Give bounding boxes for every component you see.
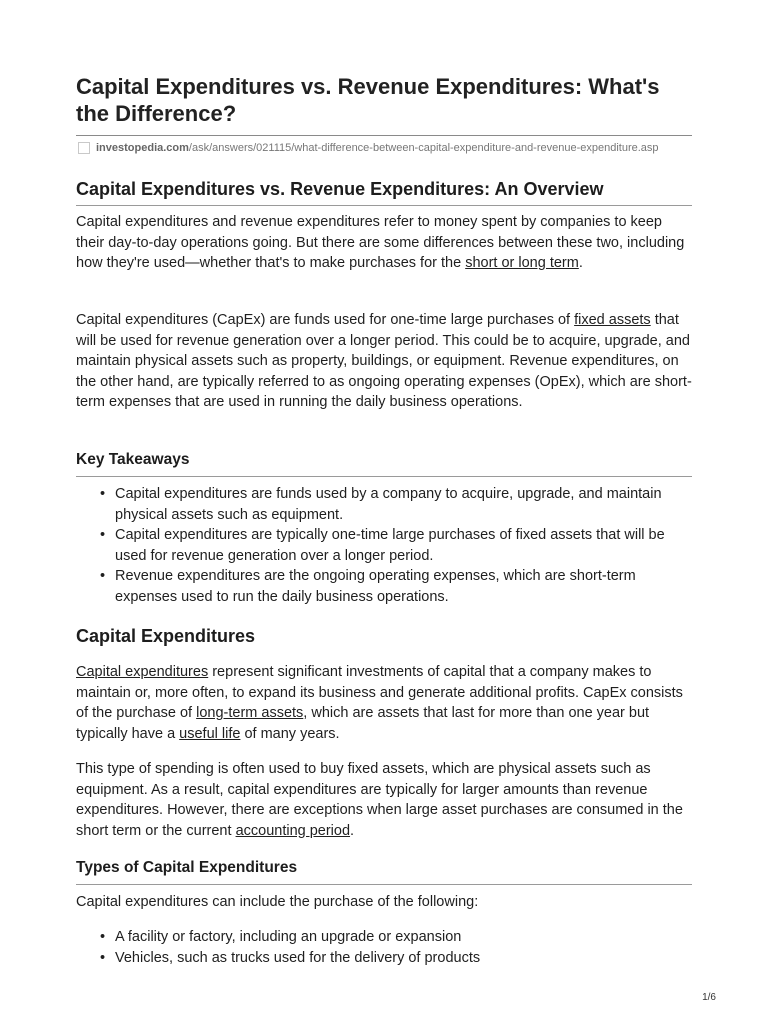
types-intro: Capital expenditures can include the purchase of the following: bbox=[76, 894, 479, 910]
capital-expenditures-link[interactable]: Capital expenditures bbox=[76, 664, 209, 680]
list-item bbox=[76, 484, 692, 525]
accounting-period-link[interactable]: accounting period bbox=[235, 822, 351, 839]
fixed-assets-link[interactable]: fixed assets bbox=[574, 312, 651, 328]
useful-life-link[interactable]: useful life bbox=[179, 725, 241, 742]
capex-paragraph-2 bbox=[76, 759, 692, 841]
bullet-icon: • bbox=[100, 929, 106, 945]
types-of-capex-heading: Types of Capital Expenditures bbox=[76, 858, 692, 885]
source-url bbox=[76, 135, 692, 160]
page-title: Capital Expenditures vs. Revenue Expenditures: What's the Difference? bbox=[76, 74, 660, 126]
long-term-assets-link[interactable]: long-term assets bbox=[196, 705, 304, 721]
short-or-long-term-link[interactable]: short or long term bbox=[465, 255, 579, 271]
page-number: 1/6 bbox=[702, 992, 716, 1003]
source-path: /ask/answers/021115/what-difference-between-capital-expenditure-and-revenue-expenditure.asp bbox=[188, 142, 659, 154]
favicon-icon bbox=[78, 142, 90, 154]
capex-paragraph-1 bbox=[76, 662, 692, 744]
capex-p1-text-a: represent significant investments of capital that a company makes to maintain or, more often, to expand its business and generate additional profits. CapEx consists of the purchase of bbox=[76, 664, 683, 721]
list-item bbox=[76, 927, 692, 948]
capex-p2-text-b: . bbox=[350, 822, 355, 839]
overview-p2-text-b: that will be used for revenue generation over a longer period. This could be to acquire, upgrade, and maintain physical assets such as property, buildings, or equipment. Revenue expenditures, on the other hand, are typically referred to as ongoing operating expenses (OpEx), which are short-term expenses that are used in running the daily business operations. bbox=[76, 312, 692, 410]
type-text: A facility or factory, including an upgrade or expansion bbox=[115, 929, 462, 945]
bullet-icon: • bbox=[100, 949, 106, 966]
overview-paragraph-1 bbox=[76, 212, 692, 274]
takeaway-text: Revenue expenditures are the ongoing operating expenses, which are short-term expenses used to run the daily business operations. bbox=[115, 568, 636, 605]
key-takeaways-heading: Key Takeaways bbox=[76, 450, 692, 477]
capital-expenditures-heading: Capital Expenditures bbox=[76, 626, 256, 646]
overview-p2-text-a: Capital expenditures (CapEx) are funds used for one-time large purchases of bbox=[76, 312, 575, 328]
capex-p1-text-c: of many years. bbox=[240, 725, 340, 742]
bullet-icon: • bbox=[100, 527, 106, 543]
overview-p1-text-b: . bbox=[578, 255, 583, 271]
overview-paragraph-2 bbox=[76, 310, 692, 413]
bullet-icon: • bbox=[100, 568, 106, 584]
overview-p1-text-a: Capital expenditures and revenue expenditures refer to money spent by companies to keep their day-to-day operations going. But there are some differences between these two, including how they're used—whether that's to make purchases for the bbox=[76, 214, 685, 271]
takeaway-text: Capital expenditures are funds used by a company to acquire, upgrade, and maintain physical assets such as equipment. bbox=[115, 486, 662, 523]
type-text: Vehicles, such as trucks used for the delivery of products bbox=[115, 949, 481, 966]
overview-heading: Capital Expenditures vs. Revenue Expenditures: An Overview bbox=[76, 177, 692, 206]
capex-p2-text-a: This type of spending is often used to buy fixed assets, which are physical assets such as equipment. As a result, capital expenditures are typically for larger amounts than revenue expenditures. However, there are exceptions when large asset purchases are consumed in the short term or the current bbox=[76, 761, 683, 839]
key-takeaways-list bbox=[76, 484, 692, 607]
takeaway-text: Capital expenditures are typically one-time large purchases of fixed assets that will be used for revenue generation over a longer period. bbox=[115, 527, 665, 564]
capex-p1-text-b: , which are assets that last for more than one year but typically have a bbox=[76, 705, 650, 742]
source-domain: investopedia.com bbox=[96, 142, 189, 154]
list-item bbox=[76, 948, 692, 969]
list-item bbox=[76, 566, 692, 607]
list-item bbox=[76, 525, 692, 566]
types-list bbox=[76, 927, 692, 968]
bullet-icon: • bbox=[100, 486, 106, 502]
